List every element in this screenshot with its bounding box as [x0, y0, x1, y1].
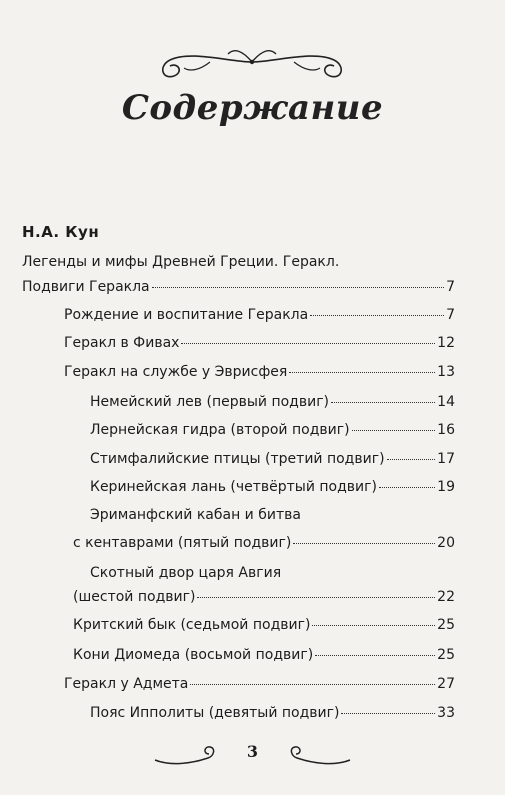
toc-entry [73, 617, 455, 633]
leader-dots [152, 287, 444, 288]
page-ref: 7 [446, 279, 455, 295]
page-ref: 20 [437, 535, 455, 551]
leader-dots [310, 315, 444, 316]
book-title-line-2: Подвиги Геракла [22, 279, 150, 295]
page-ref: 13 [437, 364, 455, 380]
leader-dots [197, 597, 435, 598]
entry-title: Критский бык (седьмой подвиг) [73, 617, 311, 633]
book-title-entry [22, 279, 455, 295]
page-ref: 27 [437, 676, 455, 692]
entry-title: Стимфалийские птицы (третий подвиг) [90, 451, 385, 467]
leader-dots [190, 684, 435, 685]
page-ref: 22 [437, 589, 455, 605]
leader-dots [312, 625, 435, 626]
page-ref: 14 [437, 394, 455, 410]
entry-title: Кони Диомеда (восьмой подвиг) [73, 647, 314, 663]
entry-title: Пояс Ипполиты (девятый подвиг) [90, 705, 340, 721]
toc-entry [90, 451, 455, 467]
page-ref: 7 [446, 307, 455, 323]
entry-title: Геракл в Фивах [64, 335, 180, 351]
flourish-ornament-icon [150, 40, 355, 90]
leader-dots [387, 459, 436, 460]
toc-entry [64, 307, 455, 323]
entry-title: Геракл у Адмета [64, 676, 189, 692]
toc-entry [64, 335, 455, 351]
toc-entry [90, 422, 455, 438]
toc-entry [90, 394, 455, 410]
toc-entry [64, 364, 455, 380]
entry-title-continued: с кентаврами (пятый подвиг) [73, 535, 292, 551]
leader-dots [331, 402, 435, 403]
leader-dots [379, 487, 435, 488]
entry-title-continued: (шестой подвиг) [73, 589, 196, 605]
page-ref: 17 [437, 451, 455, 467]
entry-title: Немейский лев (первый подвиг) [90, 394, 330, 410]
toc-entry [73, 535, 455, 551]
entry-title: Рождение и воспитание Геракла [64, 307, 309, 323]
page-ref: 33 [437, 705, 455, 721]
entry-title: Лернейская гидра (второй подвиг) [90, 422, 350, 438]
leader-dots [352, 430, 436, 431]
leader-dots [293, 543, 435, 544]
entry-title: Скотный двор царя Авгия [90, 565, 282, 581]
entry-title: Эриманфский кабан и битва [90, 507, 301, 523]
page-number: 3 [246, 742, 259, 761]
page-title: Содержание [121, 88, 384, 128]
page-ref: 19 [437, 479, 455, 495]
author-name: Н.А. Кун [22, 223, 100, 241]
entry-title: Керинейская лань (четвёртый подвиг) [90, 479, 377, 495]
page-ref: 16 [437, 422, 455, 438]
leader-dots [341, 713, 435, 714]
toc-entry [90, 705, 455, 721]
toc-entry [64, 676, 455, 692]
toc-entry [90, 479, 455, 495]
leader-dots [289, 372, 435, 373]
page-ref: 12 [437, 335, 455, 351]
toc-entry [73, 589, 455, 605]
page-ref: 25 [437, 617, 455, 633]
leader-dots [181, 343, 435, 344]
entry-title: Геракл на службе у Эврисфея [64, 364, 288, 380]
book-title-line-1: Легенды и мифы Древней Греции. Геракл. [22, 254, 340, 270]
leader-dots [315, 655, 435, 656]
page-ref: 25 [437, 647, 455, 663]
toc-entry [73, 647, 455, 663]
